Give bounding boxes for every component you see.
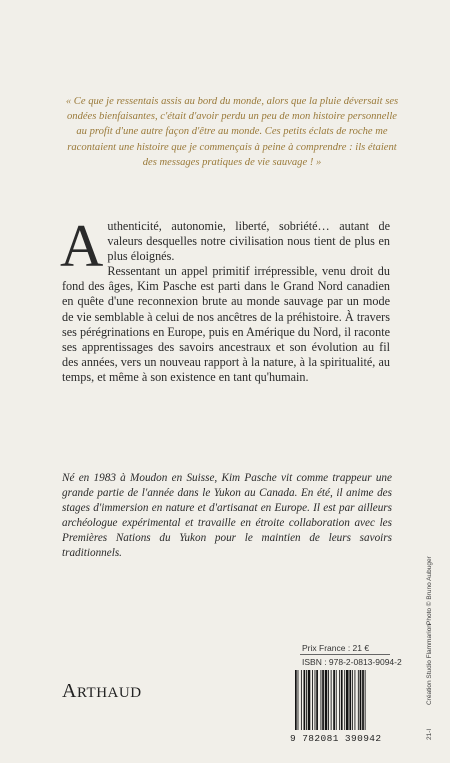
author-bio: Né en 1983 à Moudon en Suisse, Kim Pasche vit comme trappeur une grande partie de l'année dans le Yukon au Canada. En été, il anime des stages d'immersion en nature et d'artisanat en Europe. Il est par ailleurs archéologue expérimental et travaille en étroite collaboration avec les Premières Nations du Yukon pour le maintien de leurs savoirs traditionnels. bbox=[62, 472, 392, 560]
design-credit: Création Studio Flammarion bbox=[426, 624, 433, 705]
book-description bbox=[60, 213, 390, 385]
price-label: Prix France : 21 € bbox=[302, 643, 370, 653]
barcode-icon bbox=[293, 670, 393, 732]
isbn-divider bbox=[300, 654, 390, 655]
publisher-logo bbox=[62, 680, 142, 703]
drop-cap: A bbox=[60, 213, 104, 279]
barcode-digits: 9 782081 390942 bbox=[290, 733, 382, 744]
description-paragraph-2: Ressentant un appel primitif irrépressible, venu droit du fond des âges, Kim Pasche est parti dans le Grand Nord canadien en quête d'une reconnexion brute au monde sauvage par un mode de vie semblable à celui de nos ancêtres de la préhistoire. À travers ses pérégrinations en Europe, puis en Amérique du Nord, il raconte ses apprentissages des savoirs ancestraux et son évolution au fil des années, vers un nouveau rapport à la nature, à la spiritualité, au temps, et même à son existence en tant qu'humain. bbox=[62, 264, 390, 384]
publisher-logo-cap: A bbox=[62, 680, 77, 702]
print-code: 21-I bbox=[426, 728, 433, 740]
description-paragraph-1 bbox=[60, 213, 390, 279]
pull-quote: « Ce que je ressentais assis au bord du monde, alors que la pluie déversait ses ondées bienfaisantes, c'était d'avoir perdu un peu de mon histoire personnelle au profit d'une autre façon d'être au monde. Ces petits éclats de roche me racontaient une histoire que je commençais à peine à comprendre : ils étaient des messages pratiques de vie sauvage ! » bbox=[65, 96, 399, 168]
photo-credit: Photo © Bruno Aubuger bbox=[426, 556, 433, 625]
isbn-label: ISBN : 978-2-0813-9094-2 bbox=[302, 657, 402, 667]
description-text-1: uthenticité, autonomie, liberté, sobriété… autant de valeurs desquelles notre civilisation nous tient de plus en plus éloignés. bbox=[107, 219, 390, 264]
publisher-logo-rest: RTHAUD bbox=[76, 685, 142, 701]
